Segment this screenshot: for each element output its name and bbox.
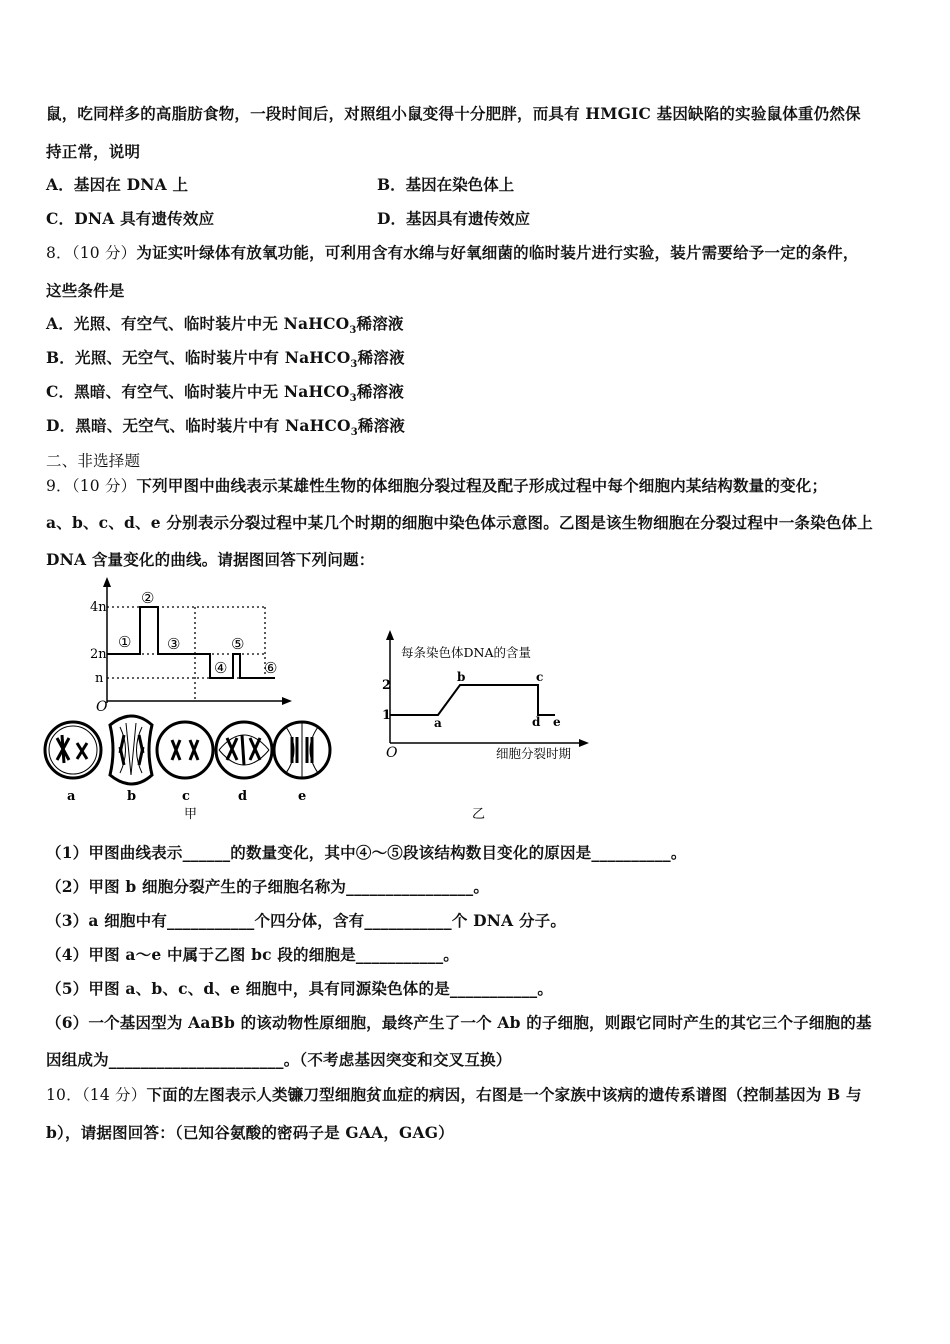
yi-y-tick-2: 2 xyxy=(382,678,392,693)
jia-segment-1: ① xyxy=(118,633,132,651)
yi-x-axis-label: 细胞分裂时期 xyxy=(496,746,572,761)
figure-yi xyxy=(360,625,600,825)
q7-line2: 持正常，说明 xyxy=(46,142,141,161)
q9-sub4: （4）甲图 a～e 中属于乙图 bc 段的细胞是___________。 xyxy=(46,945,460,964)
yi-y-axis-label: 每条染色体DNA的含量 xyxy=(401,645,531,660)
cell-b-label: b xyxy=(127,789,137,804)
q8-option-a: A．光照、有空气、临时装片中无 NaHCO$_3$稀溶液 xyxy=(46,314,404,337)
q8-stem: 为证实叶绿体有放氧功能，可利用含有水绵与好氧细菌的临时装片进行实验，装片需要给予一定的条件， xyxy=(136,243,859,262)
jia-segment-5: ⑤ xyxy=(231,635,245,653)
yi-point-c: c xyxy=(536,670,544,684)
q10-number: 10．（14 分） xyxy=(46,1086,147,1104)
yi-point-d: d xyxy=(532,715,541,729)
cell-b-diagram xyxy=(110,716,152,784)
yi-y-tick-1: 1 xyxy=(382,708,392,723)
q9-sub1: （1）甲图曲线表示______的数量变化，其中④～⑤段该结构数目变化的原因是__________。 xyxy=(46,843,687,862)
q9-line2: a、b、c、d、e 分别表示分裂过程中某几个时期的细胞中染色体示意图。乙图是该生物细胞在分裂过程中一条染色体上 xyxy=(46,513,873,532)
q10-line2: b），请据图回答：（已知谷氨酸的密码子是 GAA，GAG） xyxy=(46,1123,454,1142)
jia-segment-4: ④ xyxy=(214,659,228,677)
jia-y-tick-4n: 4n xyxy=(90,600,107,615)
q7-option-b: B．基因在染色体上 xyxy=(377,175,515,194)
jia-y-tick-n: n xyxy=(95,671,104,686)
q9-sub2: （2）甲图 b 细胞分裂产生的子细胞名称为________________。 xyxy=(46,877,490,896)
cell-d-label: d xyxy=(238,789,248,804)
section-heading: 二、非选择题 xyxy=(46,452,141,470)
q8-option-d: D．黑暗、无空气、临时装片中有 NaHCO$_3$稀溶液 xyxy=(46,416,406,439)
jia-segment-6: ⑥ xyxy=(264,659,278,677)
q9-sub3: （3）a 细胞中有___________个四分体，含有___________个 DNA 分子。 xyxy=(46,911,567,930)
cell-e-diagram xyxy=(274,722,330,778)
q9-number: 9．（10 分） xyxy=(46,477,137,495)
q9-line1: 9．（10 分）下列甲图中曲线表示某雄性生物的体细胞分裂过程及配子形成过程中每个细胞内某结构数量的变化； xyxy=(46,476,828,495)
jia-origin: O xyxy=(96,699,108,715)
cell-d-diagram xyxy=(216,722,272,778)
q8-line1 xyxy=(46,241,859,263)
cell-a-label: a xyxy=(67,789,76,804)
yi-point-b: b xyxy=(457,670,466,684)
figure-yi-caption: 乙 xyxy=(472,807,486,822)
q8-line2: 这些条件是 xyxy=(46,281,125,300)
q8-option-c: C．黑暗、有空气、临时装片中无 NaHCO$_3$稀溶液 xyxy=(46,382,404,405)
cell-a-diagram xyxy=(45,722,101,778)
q7-option-a: A．基因在 DNA 上 xyxy=(46,175,189,194)
cell-c-diagram xyxy=(157,722,213,778)
yi-point-e: e xyxy=(553,715,561,729)
q7-line1: 鼠，吃同样多的高脂肪食物，一段时间后，对照组小鼠变得十分肥胖，而具有 HMGIC 基因缺陷的实验鼠体重仍然保 xyxy=(46,104,861,123)
cell-e-label: e xyxy=(298,789,307,804)
q7-option-c: C．DNA 具有遗传效应 xyxy=(46,209,215,228)
q8-number: 8．（10 分） xyxy=(46,244,137,262)
yi-point-a: a xyxy=(434,716,442,730)
jia-segment-3: ③ xyxy=(167,635,181,653)
jia-segment-2: ② xyxy=(141,589,155,607)
q10-line1: 10．（14 分）下面的左图表示人类镰刀型细胞贫血症的病因，右图是一个家族中该病的遗传系谱图（控制基因为 B 与 xyxy=(46,1085,862,1104)
q9-sub5: （5）甲图 a、b、c、d、e 细胞中，具有同源染色体的是___________。 xyxy=(46,979,554,998)
jia-y-tick-2n: 2n xyxy=(90,647,107,662)
q9-sub6-line2: 因组成为______________________。（不考虑基因突变和交叉互换） xyxy=(46,1050,512,1069)
q9-line3: DNA 含量变化的曲线。请据图回答下列问题： xyxy=(46,550,375,569)
q7-option-d: D．基因具有遗传效应 xyxy=(377,209,530,228)
cell-c-label: c xyxy=(182,789,190,804)
figure-jia-caption: 甲 xyxy=(184,807,198,822)
yi-origin: O xyxy=(386,745,398,761)
figure-jia xyxy=(40,575,340,825)
q8-option-b: B．光照、无空气、临时装片中有 NaHCO$_3$稀溶液 xyxy=(46,348,405,371)
q9-sub6-line1: （6）一个基因型为 AaBb 的该动物性原细胞，最终产生了一个 Ab 的子细胞，则跟它同时产生的其它三个子细胞的基 xyxy=(46,1013,872,1032)
